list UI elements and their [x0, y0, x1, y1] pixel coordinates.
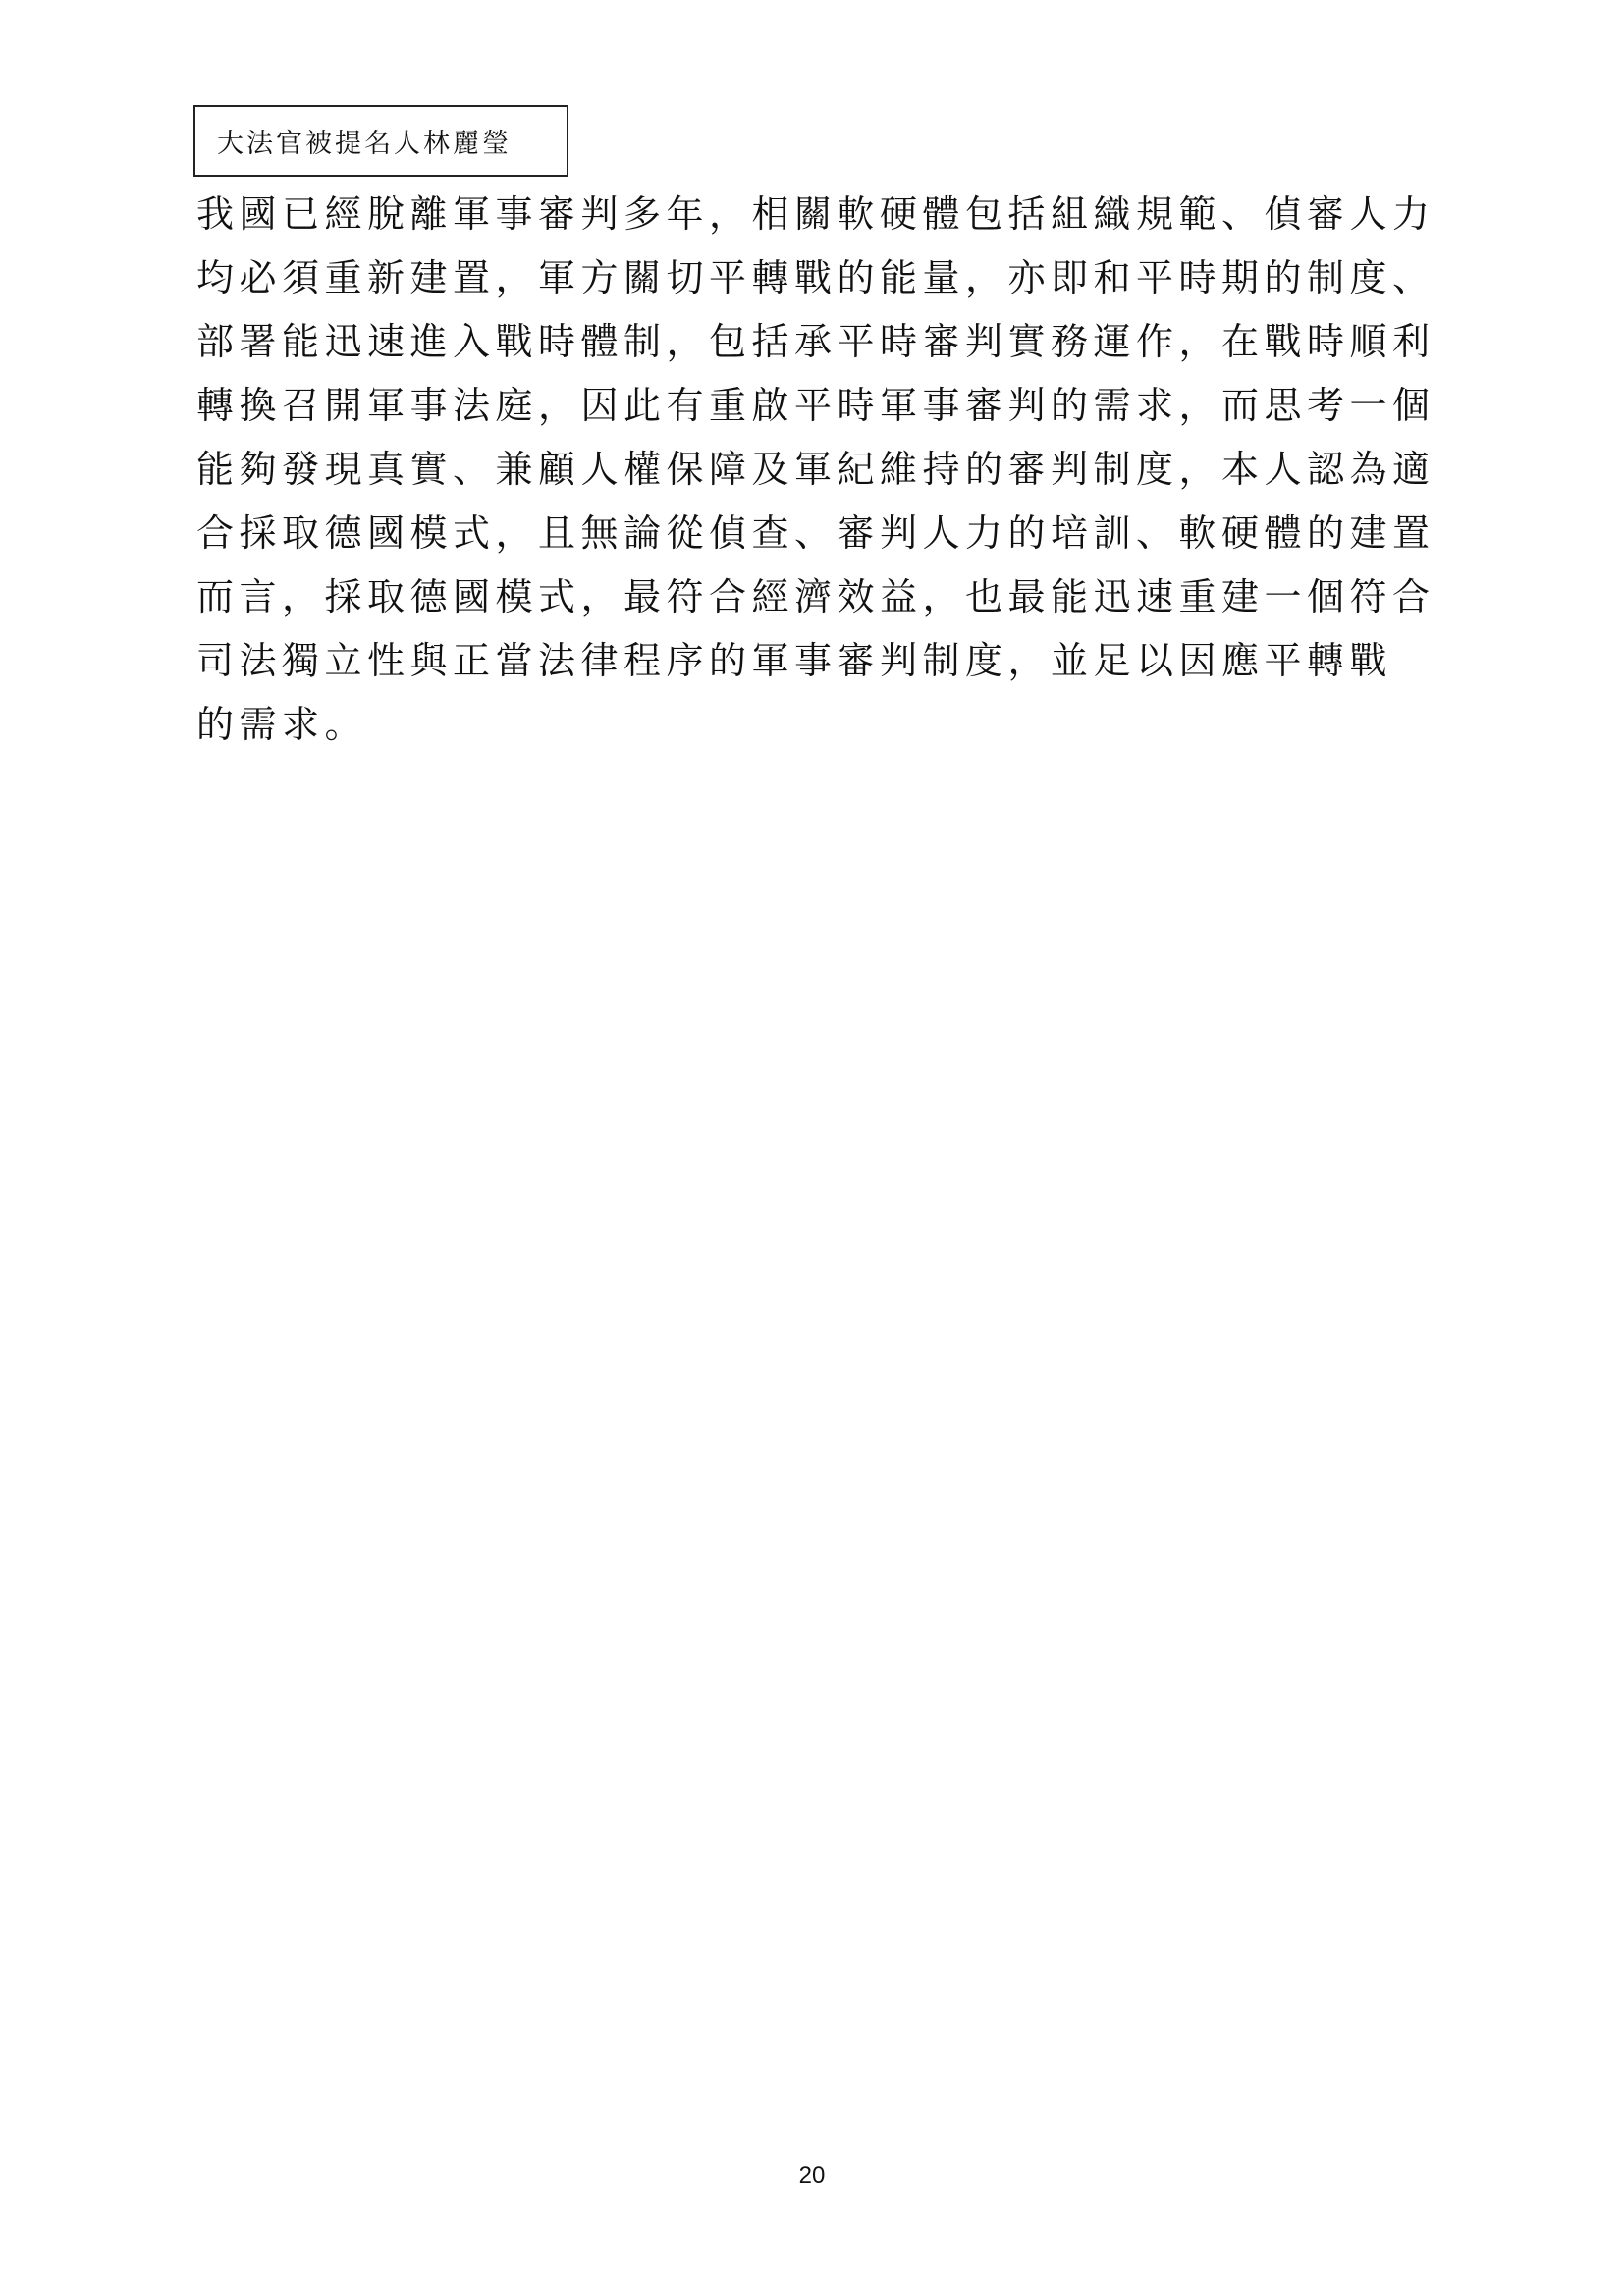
body-line: 司法獨立性與正當法律程序的軍事審判制度，並足以因應平轉戰	[196, 639, 1393, 682]
nominee-header-box	[193, 105, 568, 177]
body-paragraph	[196, 183, 1463, 757]
page-number: 20	[798, 2163, 826, 2189]
body-line: 均必須重新建置，軍方關切平轉戰的能量，亦即和平時期的制度、	[196, 256, 1435, 299]
body-line: 的需求。	[196, 703, 368, 746]
body-line: 合採取德國模式，且無論從偵查、審判人力的培訓、軟硬體的建置	[196, 511, 1435, 555]
body-line: 能夠發現真實、兼顧人權保障及軍紀維持的審判制度，本人認為適	[196, 448, 1435, 491]
body-line: 部署能迅速進入戰時體制，包括承平時審判實務運作，在戰時順利	[196, 320, 1435, 363]
nominee-header-label: 大法官被提名人林麗瑩	[217, 129, 512, 159]
body-line: 轉換召開軍事法庭，因此有重啟平時軍事審判的需求，而思考一個	[196, 384, 1435, 427]
body-line: 而言，採取德國模式，最符合經濟效益，也最能迅速重建一個符合	[196, 575, 1435, 618]
body-line: 我國已經脫離軍事審判多年，相關軟硬體包括組織規範、偵審人力	[196, 192, 1435, 236]
